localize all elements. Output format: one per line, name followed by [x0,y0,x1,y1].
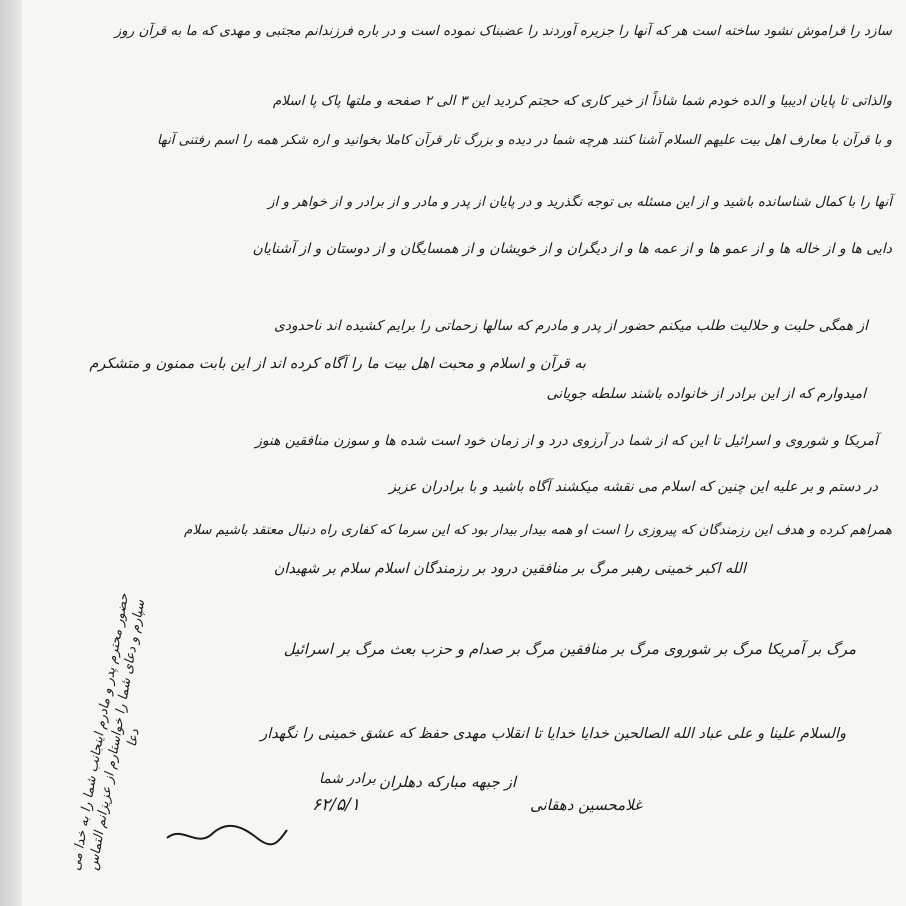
letter-line-13: مرگ بر آمریکا مرگ بر شوروی مرگ بر منافقین مرگ بر صدام و حزب بعث مرگ بر اسرائیل [283,640,856,658]
letter-line-4: آنها را با کمال شناسانده باشید و از این مسئله بی توجه نگذرید و در پایان از پدر و مادر و از برادر و از خواهر و از [267,194,892,210]
letter-line-2: والذاتی تا پایان ادیبیا و الده خودم شما شاذاً از خیر کاری که حجتم کردید این ۳ الی ۲ صفحه و ملتها پاک پا اسلام [272,93,892,109]
signature-label: برادر شما [318,771,376,787]
letter-line-6: از همگی حلیت و حلالیت طلب میکنم حضور از پدر و مادرم که سالها زحماتی را برایم کشیده اند ناحدودی [274,318,868,334]
letter-line-1: سازد را فراموش نشود ساخته است هر که آنها را جزیره آوردند را عضبناک نموده است و در باره فرزندانم مجتبی و مهدی که ما به قرآن روز [114,23,892,39]
letter-line-11: همراهم کرده و هدف این رزمندگان که پیروزی را است او همه بیدار بیدار بود که این سرما که کفاری راه دنبال معتقد باشیم سلام [184,523,892,538]
handwritten-signature-icon [162,820,292,850]
page-edge-shadow [0,0,22,906]
letter-line-7: به قرآن و اسلام و محبت اهل بیت ما را آگاه کرده اند از این بابت ممنون و متشکرم [89,356,586,372]
letter-line-9: آمریکا و شوروی و اسرائیل تا این که از شما در آرزوی درد و از زمان خود است شده ها و سوزن منافقین هنوز [255,433,878,449]
letter-date: ۶۲/۵/۱ [312,795,360,815]
letter-line-10: در دستم و بر علیه این چنین که اسلام می نقشه میکشند آگاه باشید و با برادران عزیز [389,479,878,495]
letter-line-5: دایی ها و از خاله ها و از عمو ها و از عمه ها و از دیگران و از خویشان و از همسایگان و از دوستان و از آشنایان [252,241,892,257]
margin-note: حضور محترم پدر و مادرم اینجانب شما را به خدا می سپارم و دعای شما را خواستارم از عزیزانم التماس دعا [68,592,149,872]
letter-line-12: الله اکبر خمینی رهبر مرگ بر منافقین درود بر رزمندگان اسلام سلام بر شهیدان [273,561,746,577]
signature-mark [162,820,292,855]
letter-line-3: و با قرآن با معارف اهل بیت علیهم السلام آشنا کنند هرچه شما در دیده و بزرگ تار قرآن کاملا بخوانید و اره شکر همه را اسم رفتنی آنها [157,133,892,148]
letter-line-14: والسلام علینا و علی عباد الله الصالحین خدایا خدایا تا انقلاب مهدی حفظ که عشق خمینی را نگهدار [260,726,846,742]
letter-location: از جبهه مبارکه دهلران [378,773,516,791]
signer-name: غلامحسین دهقانی [529,796,642,814]
handwritten-letter-page [22,0,906,906]
margin-note-area [62,585,172,885]
letter-line-8: امیدوارم که از این برادر از خانواده باشند سلطه جویانی [546,386,866,402]
